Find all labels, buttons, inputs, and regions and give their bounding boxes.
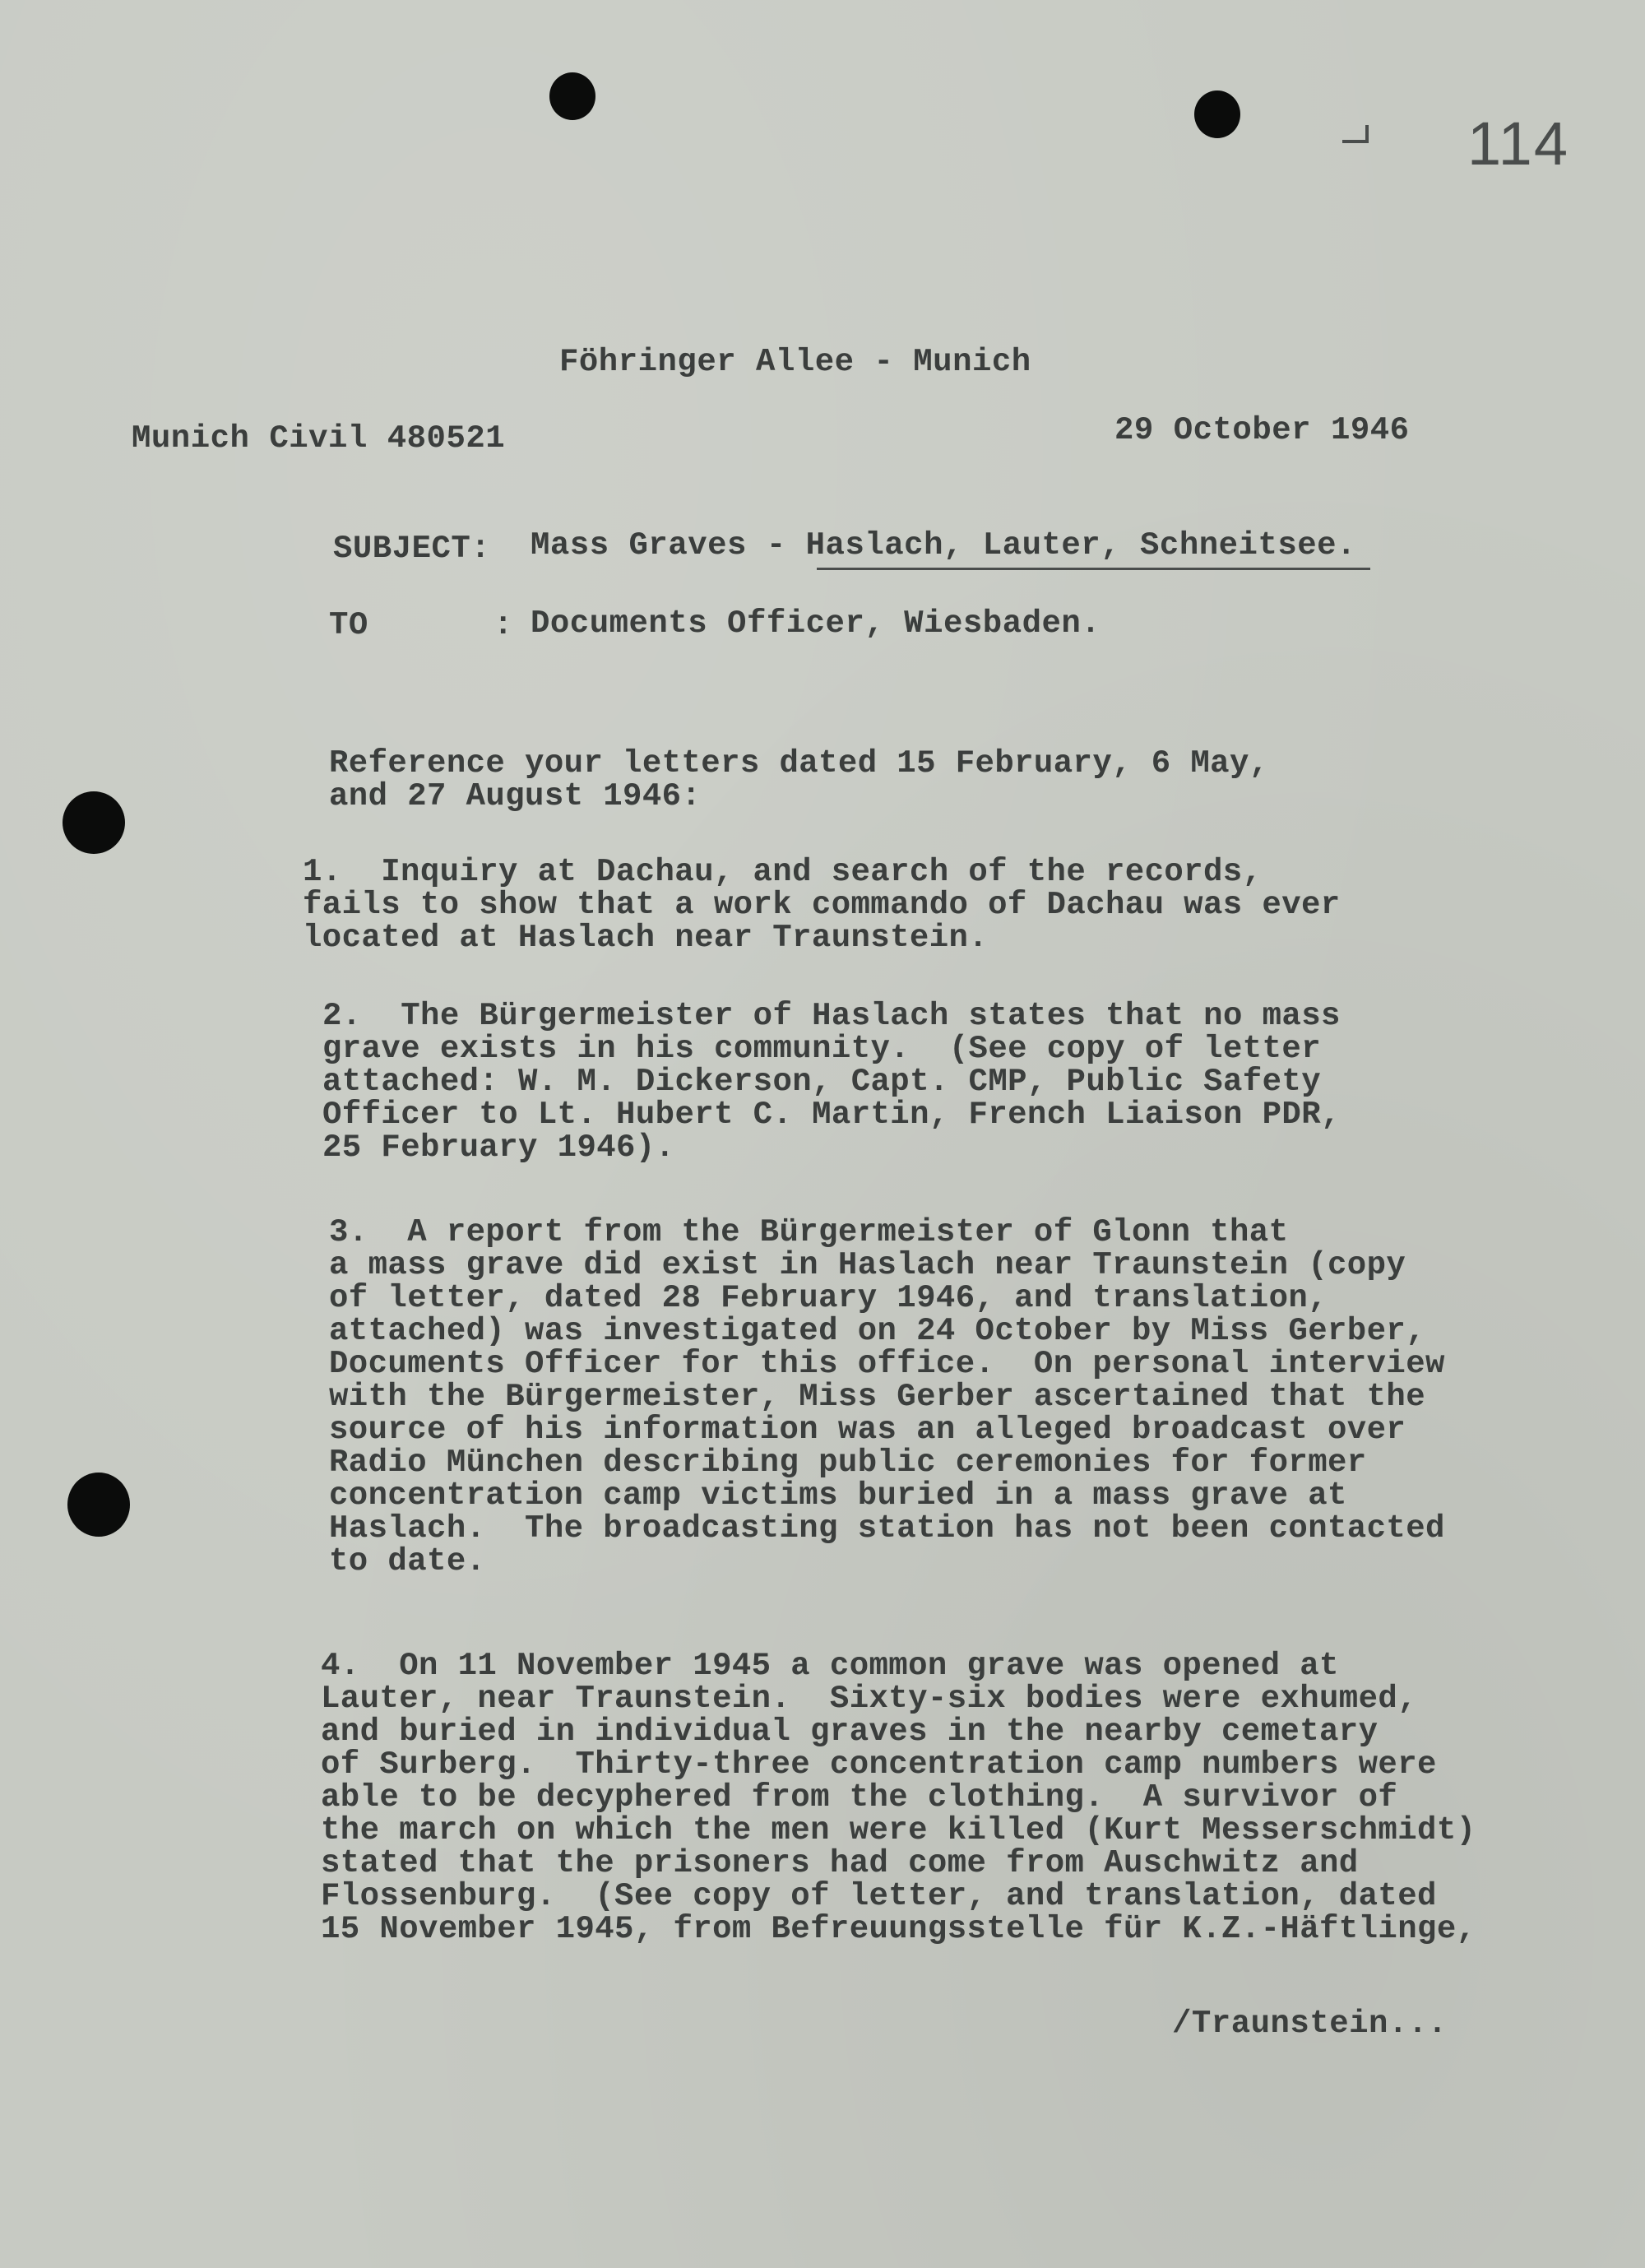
- punch-hole-left-upper: [63, 791, 125, 854]
- to-colon: :: [494, 607, 513, 643]
- header-date: 29 October 1946: [1114, 412, 1410, 448]
- punch-hole-top-right: [1194, 90, 1240, 138]
- to-label: TO: [329, 607, 368, 643]
- paragraph-3: 3. A report from the Bürgermeister of Glonn that a mass grave did exist in Haslach near Traunstein (copy of letter, dated 28 February 1946, and translation, attached) was investigated on 24 October by Miss Gerber, Documents Officer for this office. On personal interview with the Bürgermeister, Miss Gerber ascertained that the source of his information was an alleged broadcast over Radio München describing public ceremonies for former concentration camp victims buried in a mass grave at Haslach. The broadcasting station has not been contacted to date.: [329, 1214, 1445, 1579]
- header-phone: Munich Civil 480521: [132, 420, 506, 457]
- page-number-mark-tick: [1365, 125, 1369, 143]
- subject-underline: [817, 568, 1370, 570]
- paragraph-4: 4. On 11 November 1945 a common grave was opened at Lauter, near Traunstein. Sixty-six bodies were exhumed, and buried in individual graves in the nearby cemetary of Surberg. Thirty-three concentration camp numbers were able to be decyphered from the clothing. A survivor of the march on which the men were killed (Kurt Messerschmidt) stated that the prisoners had come from Auschwitz and Flossenburg. (See copy of letter, and translation, dated 15 November 1945, from Befreuungsstelle für K.Z.-Häftlinge,: [321, 1648, 1476, 1947]
- continuation-note-visible: /Traunstein...: [1172, 2006, 1448, 2042]
- page-number: 114: [1467, 109, 1569, 178]
- reference-line: Reference your letters dated 15 February, 6 May, and 27 August 1946:: [329, 745, 1269, 814]
- paragraph-1: 1. Inquiry at Dachau, and search of the records, fails to show that a work commando of Dachau was ever located at Haslach near Traunstein.: [303, 854, 1341, 956]
- subject-label: SUBJECT:: [333, 531, 491, 567]
- punch-hole-left-lower: [67, 1473, 130, 1537]
- header-address: Föhringer Allee - Munich: [559, 344, 1031, 380]
- punch-hole-top-left: [549, 72, 595, 120]
- to-text: Documents Officer, Wiesbaden.: [531, 605, 1101, 642]
- subject-text: Mass Graves - Haslach, Lauter, Schneitsee.: [531, 527, 1356, 564]
- paragraph-2: 2. The Bürgermeister of Haslach states that no mass grave exists in his community. (See copy of letter attached: W. M. Dickerson, Capt. CMP, Public Safety Officer to Lt. Hubert C. Martin, French Liaison PDR, 25 February 1946).: [322, 998, 1341, 1166]
